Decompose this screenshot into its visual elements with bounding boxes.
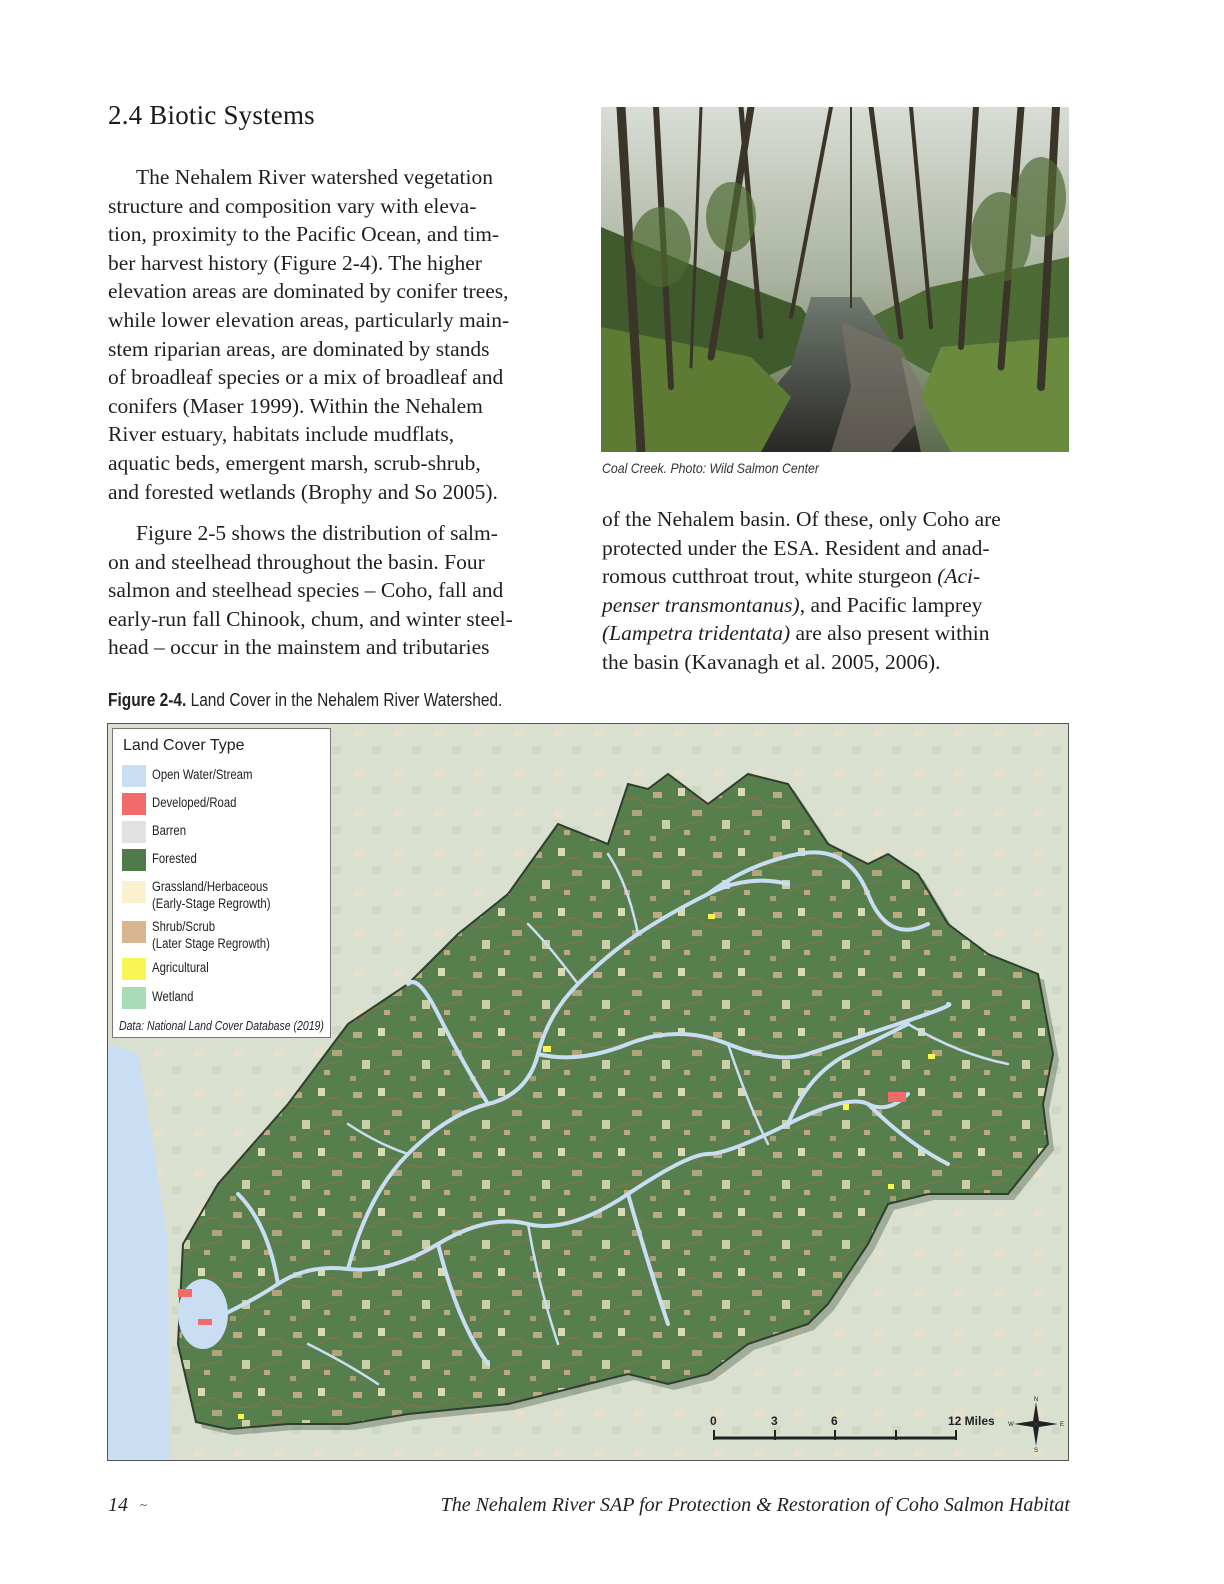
legend-label-line: Grassland/Herbaceous xyxy=(152,879,268,894)
text-line: protected under the ESA. Resident and anad- xyxy=(602,535,990,560)
map-legend xyxy=(112,728,331,1038)
legend-item-forested xyxy=(122,847,327,877)
legend-item-wetland xyxy=(122,985,327,1015)
text-line xyxy=(602,591,1001,620)
text-line: salmon and steelhead species – Coho, fall and xyxy=(108,578,504,603)
compass-south: S xyxy=(1033,1448,1039,1452)
figure-caption xyxy=(108,690,502,711)
text-line xyxy=(602,619,1001,648)
legend-swatch xyxy=(122,958,146,980)
page-number: 14 xyxy=(108,1494,128,1516)
legend-label: Agricultural xyxy=(152,960,209,975)
forest-creek-illustration xyxy=(601,107,1069,452)
text-line: conifers (Maser 1999). Within the Nehalem xyxy=(108,393,483,418)
species-name: (Aci- xyxy=(937,564,981,589)
north-arrow-icon xyxy=(1008,1396,1064,1452)
paragraph-protected-species xyxy=(602,505,1001,677)
paragraph-vegetation xyxy=(108,163,509,506)
land-cover-map xyxy=(107,723,1069,1461)
legend-item-developed xyxy=(122,791,327,821)
compass-west: W xyxy=(1008,1422,1014,1428)
legend-swatch xyxy=(122,793,146,815)
photo-caption: Coal Creek. Photo: Wild Salmon Center xyxy=(602,460,819,476)
legend-swatch xyxy=(122,987,146,1009)
text-line: River estuary, habitats include mudflats, xyxy=(108,422,455,447)
legend-label: Barren xyxy=(152,823,187,838)
text-line: early-run fall Chinook, chum, and winter steel- xyxy=(108,606,513,631)
legend-swatch xyxy=(122,765,146,787)
legend-data-source: Data: National Land Cover Database (2019) xyxy=(119,1019,324,1033)
text-line: elevation areas are dominated by conifer trees, xyxy=(108,279,509,304)
figure-title: Land Cover in the Nehalem River Watershed. xyxy=(186,690,503,710)
scale-bar-graphic xyxy=(708,1414,968,1450)
text-line: The Nehalem River watershed vegetation xyxy=(136,165,493,189)
paragraph-salmon-distribution xyxy=(108,519,513,662)
text-line: of broadleaf species or a mix of broadleaf and xyxy=(108,365,504,390)
scale-tick-label: 12 Miles xyxy=(948,1414,995,1428)
legend-item-grassland xyxy=(122,875,327,913)
text-line: while lower elevation areas, particularly main- xyxy=(108,307,510,332)
compass-east: E xyxy=(1059,1422,1064,1428)
legend-label: Open Water/Stream xyxy=(152,767,253,782)
text-run: romous cutthroat trout, white sturgeon xyxy=(602,564,938,589)
legend-swatch xyxy=(122,921,146,943)
text-line: on and steelhead throughout the basin. Four xyxy=(108,549,485,574)
coal-creek-photo xyxy=(601,107,1069,452)
legend-label-line: (Early-Stage Regrowth) xyxy=(152,896,271,911)
legend-title: Land Cover Type xyxy=(123,737,245,754)
text-line: head – occur in the mainstem and tributaries xyxy=(108,635,490,660)
scale-tick-label: 3 xyxy=(771,1414,778,1428)
scale-bar xyxy=(708,1414,995,1450)
section-title: 2.4 Biotic Systems xyxy=(108,100,315,130)
legend-item-open-water xyxy=(122,763,327,793)
compass-north: N xyxy=(1033,1397,1039,1403)
legend-label: Forested xyxy=(152,851,197,866)
text-line: aquatic beds, emergent marsh, scrub-shrub, xyxy=(108,450,481,475)
text-line: structure and composition vary with eleva- xyxy=(108,193,477,218)
legend-item-agricultural xyxy=(122,956,327,986)
scale-tick-label: 0 xyxy=(710,1414,717,1428)
text-line: the basin (Kavanagh et al. 2005, 2006). xyxy=(602,649,941,674)
legend-label-line: Shrub/Scrub xyxy=(152,919,216,934)
text-run: , and Pacific lamprey xyxy=(799,592,983,617)
legend-item-shrub xyxy=(122,915,327,953)
running-footer-title: The Nehalem River SAP for Protection & Restoration of Coho Salmon Habitat xyxy=(440,1494,1070,1516)
scale-tick-label: 6 xyxy=(831,1414,838,1428)
legend-label-line: (Later Stage Regrowth) xyxy=(152,936,270,951)
species-name: (Lampetra tridentata) xyxy=(602,621,791,646)
legend-swatch xyxy=(122,849,146,871)
text-line: stem riparian areas, are dominated by stands xyxy=(108,336,490,361)
text-run: are also present within xyxy=(790,621,990,646)
legend-label xyxy=(152,878,270,912)
text-line: of the Nehalem basin. Of these, only Coho are xyxy=(602,507,1001,531)
species-name: penser transmontanus) xyxy=(602,592,800,617)
figure-label: Figure 2-4. xyxy=(108,690,187,710)
text-line: and forested wetlands (Brophy and So 2005). xyxy=(108,479,498,504)
legend-swatch xyxy=(122,821,146,843)
text-line: Figure 2-5 shows the distribution of salm- xyxy=(136,521,498,545)
text-line: ber harvest history (Figure 2-4). The higher xyxy=(108,250,482,275)
legend-label: Wetland xyxy=(152,989,194,1004)
legend-swatch xyxy=(122,881,146,903)
legend-item-barren xyxy=(122,819,327,849)
legend-label xyxy=(152,918,270,952)
text-line: tion, proximity to the Pacific Ocean, and tim- xyxy=(108,222,500,247)
legend-label: Developed/Road xyxy=(152,795,237,810)
compass-rose-icon xyxy=(1008,1396,1064,1452)
text-line xyxy=(602,562,1001,591)
page-number-ornament: ~ xyxy=(140,1497,148,1512)
